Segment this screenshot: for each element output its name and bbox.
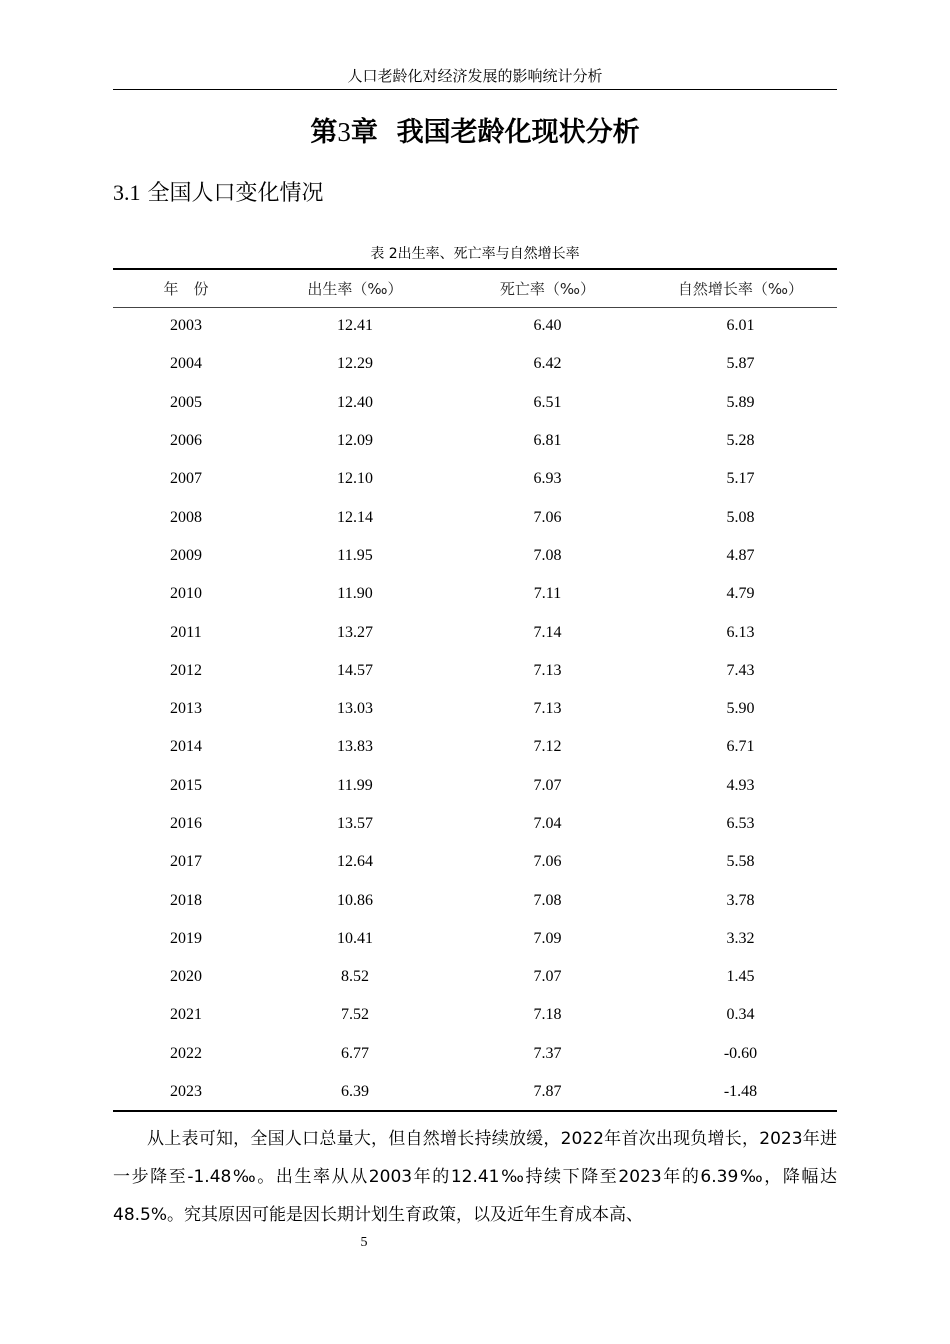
paragraph-text: 从上表可知，全国人口总量大，但自然增长持续放缓，2022年首次出现负增长，2023年进一步降至-1.48‰。出生率从从2003年的12.41‰持续下降至2023年的6.39‰，降幅达48.5%。究其原因可能是因长期计划生育政策，以及近年生育成本高、: [113, 1129, 837, 1225]
chapter-number: 3: [337, 117, 351, 147]
table-row: [113, 805, 837, 843]
cell-year: 2012: [170, 661, 202, 679]
cell-year: 2016: [170, 815, 202, 832]
cell-natural-growth-rate: -0.60: [723, 1044, 758, 1062]
table-row: [113, 1073, 837, 1111]
cell-birth-rate: 12.29: [337, 355, 373, 373]
header-rule: [113, 89, 837, 90]
section-title: [113, 176, 324, 211]
cell-year: 2011: [170, 623, 202, 641]
cell-death-rate: 7.08: [533, 546, 562, 564]
cell-natural-growth-rate: 4.87: [726, 546, 755, 564]
cell-birth-rate: 6.39: [259, 1073, 451, 1111]
cell-death-rate: 7.04: [533, 815, 562, 832]
chapter-prefix: 第: [310, 117, 338, 148]
cell-death-rate: 7.13: [533, 661, 562, 679]
cell-year: 2013: [170, 700, 202, 718]
cell-year: 2023: [113, 1073, 259, 1111]
cell-death-rate: 7.37: [533, 1044, 562, 1062]
cell-birth-rate: 14.57: [337, 661, 373, 679]
table-row: [113, 345, 837, 383]
table-row: [113, 652, 837, 690]
cell-birth-rate: 12.09: [337, 432, 373, 450]
table-row: [113, 767, 837, 805]
header-natural-growth-rate: 自然增长率（‰）: [644, 269, 837, 307]
cell-death-rate: 7.14: [533, 623, 562, 641]
table-caption: 表 2出生率、死亡率与自然增长率: [370, 246, 580, 262]
cell-natural-growth-rate: 3.32: [726, 929, 755, 947]
cell-birth-rate: 6.77: [341, 1044, 369, 1062]
cell-year: 2022: [170, 1044, 202, 1062]
cell-birth-rate: 11.90: [337, 585, 373, 603]
header-year: 年 份: [113, 269, 259, 307]
cell-natural-growth-rate: 6.71: [726, 738, 755, 756]
running-header: 人口老龄化对经济发展的影响统计分析: [347, 67, 603, 85]
header-birth-rate: 出生率（‰）: [259, 269, 451, 307]
cell-birth-rate: 13.03: [337, 700, 373, 718]
table-row: [113, 307, 837, 345]
cell-death-rate: 6.51: [533, 393, 562, 411]
table-row: [113, 843, 837, 881]
cell-death-rate: 7.07: [533, 776, 562, 794]
cell-death-rate: 6.81: [533, 432, 562, 450]
cell-natural-growth-rate: 6.53: [726, 815, 755, 832]
cell-death-rate: 7.09: [533, 929, 562, 947]
cell-year: 2003: [170, 317, 202, 335]
cell-birth-rate: 12.14: [337, 508, 373, 526]
table-row: [113, 1035, 837, 1073]
cell-natural-growth-rate: 5.89: [726, 393, 755, 411]
cell-year: 2018: [170, 891, 202, 909]
cell-year: 2020: [170, 968, 202, 986]
cell-natural-growth-rate: 5.58: [726, 853, 755, 871]
cell-birth-rate: 10.86: [337, 891, 373, 909]
cell-natural-growth-rate: 5.17: [726, 470, 755, 488]
table-row: [113, 996, 837, 1034]
cell-natural-growth-rate: 6.01: [726, 317, 755, 335]
table-row: [113, 690, 837, 728]
cell-death-rate: 7.06: [533, 853, 562, 871]
cell-birth-rate: 11.95: [337, 546, 373, 564]
cell-natural-growth-rate: 5.28: [726, 432, 755, 450]
table-row: [113, 920, 837, 958]
cell-death-rate: 7.07: [533, 968, 562, 986]
cell-natural-growth-rate: 3.78: [726, 891, 755, 909]
chapter-title: [113, 112, 837, 153]
cell-birth-rate: 12.10: [337, 470, 373, 488]
cell-year: 2008: [170, 508, 202, 526]
birth-death-rate-table: [113, 268, 837, 1112]
cell-natural-growth-rate: 1.45: [726, 968, 755, 986]
cell-natural-growth-rate: 4.93: [726, 776, 755, 794]
cell-birth-rate: 13.57: [337, 815, 373, 832]
cell-natural-growth-rate: 0.34: [726, 1006, 755, 1024]
table-row: [113, 613, 837, 651]
cell-birth-rate: 10.41: [337, 929, 373, 947]
cell-year: 2006: [170, 432, 202, 450]
cell-death-rate: 6.40: [533, 317, 562, 335]
cell-year: 2007: [170, 470, 202, 488]
table-row: [113, 881, 837, 919]
cell-year: 2019: [170, 929, 202, 947]
chapter-title-text: 我国老龄化现状分析: [396, 117, 640, 148]
body-paragraph: [113, 1120, 837, 1234]
cell-death-rate: 6.93: [533, 470, 562, 488]
page-number: 5: [360, 1235, 368, 1250]
header-death-rate: 死亡率（‰）: [451, 269, 644, 307]
cell-year: 2005: [170, 393, 202, 411]
table-row: [113, 537, 837, 575]
cell-natural-growth-rate: 4.79: [726, 585, 755, 603]
cell-birth-rate: 13.27: [337, 623, 373, 641]
cell-year: 2017: [170, 853, 202, 871]
cell-birth-rate: 7.52: [341, 1006, 369, 1024]
cell-death-rate: 6.42: [533, 355, 562, 373]
cell-death-rate: 7.13: [533, 700, 562, 718]
cell-death-rate: 7.87: [451, 1073, 644, 1111]
cell-natural-growth-rate: 5.87: [726, 355, 755, 373]
cell-birth-rate: 12.64: [337, 853, 373, 871]
table-row: [113, 422, 837, 460]
table-row: [113, 575, 837, 613]
chapter-suffix: 章: [350, 117, 378, 148]
cell-year: 2010: [170, 585, 202, 603]
cell-birth-rate: 12.40: [337, 393, 373, 411]
cell-natural-growth-rate: 6.13: [726, 623, 755, 641]
cell-death-rate: 7.11: [533, 585, 562, 603]
cell-birth-rate: 11.99: [337, 776, 373, 794]
cell-death-rate: 7.18: [533, 1006, 562, 1024]
cell-natural-growth-rate: 7.43: [726, 661, 755, 679]
cell-birth-rate: 13.83: [337, 738, 373, 756]
cell-natural-growth-rate: 5.08: [726, 508, 755, 526]
cell-death-rate: 7.06: [533, 508, 562, 526]
cell-death-rate: 7.12: [533, 738, 562, 756]
cell-year: 2004: [170, 355, 202, 373]
cell-birth-rate: 8.52: [341, 968, 369, 986]
table-row: [113, 460, 837, 498]
cell-year: 2021: [170, 1006, 202, 1024]
cell-year: 2009: [170, 546, 202, 564]
table-row: [113, 958, 837, 996]
section-title-text: 全国人口变化情况: [147, 181, 324, 206]
table-row: [113, 384, 837, 422]
cell-natural-growth-rate: 5.90: [726, 700, 755, 718]
cell-birth-rate: 12.41: [337, 317, 373, 335]
cell-death-rate: 7.08: [533, 891, 562, 909]
table-header-row: [113, 269, 837, 307]
cell-year: 2015: [170, 776, 202, 794]
table-body: [113, 307, 837, 1111]
section-number: 3.1: [113, 180, 141, 205]
cell-natural-growth-rate: -1.48: [644, 1073, 837, 1111]
table-row: [113, 728, 837, 766]
table-row: [113, 498, 837, 536]
cell-year: 2014: [170, 738, 202, 756]
